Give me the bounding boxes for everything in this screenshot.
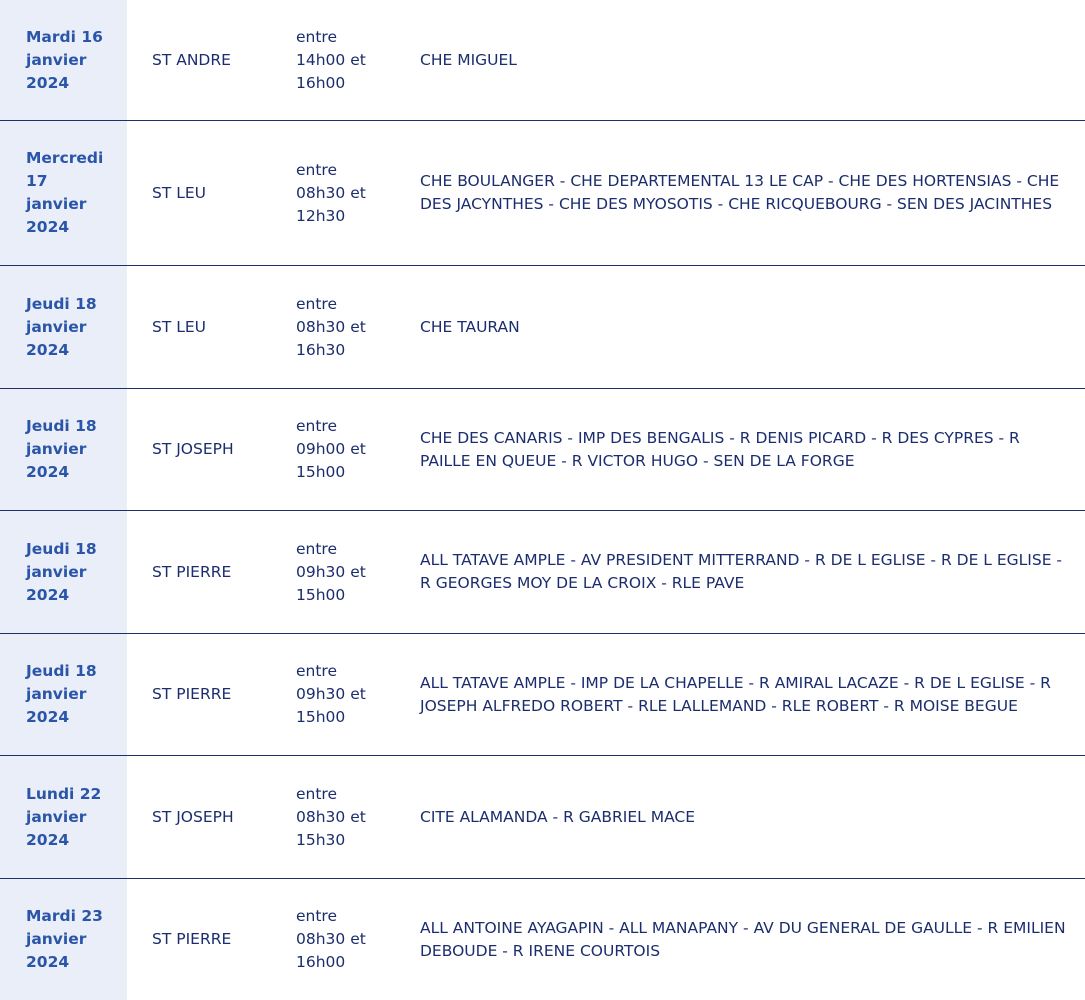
date-line: janvier xyxy=(26,440,87,458)
date-line: 2024 xyxy=(26,340,70,359)
time-cell xyxy=(271,879,420,1000)
table-row xyxy=(0,511,1085,633)
city-name: ST PIERRE xyxy=(152,930,232,948)
streets-list: CHE MIGUEL xyxy=(420,50,517,69)
streets-cell xyxy=(420,389,1085,510)
time-line: entre xyxy=(296,539,338,558)
time-line: 08h30 et xyxy=(296,183,366,202)
row-divider xyxy=(0,878,1085,879)
time-line: 09h00 et xyxy=(296,440,366,458)
streets-list: CHE DES CANARIS - IMP DES BENGALIS - R DENIS PICARD - R DES CYPRES - R PAILLE EN QUEUE - R VICTOR HUGO - SEN DE LA FORGE xyxy=(420,428,1020,470)
table-row xyxy=(0,389,1085,510)
date-line: janvier xyxy=(26,562,87,581)
time-line: 12h30 xyxy=(296,206,346,225)
time-line: 09h30 et xyxy=(296,562,366,581)
table-row xyxy=(0,756,1085,878)
city-cell xyxy=(127,756,271,878)
table-row xyxy=(0,266,1085,388)
row-divider xyxy=(0,388,1085,389)
streets-list: ALL TATAVE AMPLE - IMP DE LA CHAPELLE - R AMIRAL LACAZE - R DE L EGLISE - R JOSEPH ALFREDO ROBERT - RLE LALLEMAND - RLE ROBERT - R MOISE BEGUE xyxy=(420,673,1051,715)
date-line: 2024 xyxy=(26,218,70,236)
streets-cell xyxy=(420,266,1085,388)
row-divider xyxy=(0,510,1085,511)
streets-cell xyxy=(420,756,1085,878)
date-line: Lundi 22 xyxy=(26,784,102,803)
date-cell xyxy=(0,121,127,265)
date-cell xyxy=(0,634,127,755)
time-cell xyxy=(271,389,420,510)
date-line: janvier xyxy=(26,807,87,826)
date-line: Jeudi 18 xyxy=(26,294,97,313)
time-line: entre xyxy=(296,907,338,925)
time-line: 15h30 xyxy=(296,830,346,849)
time-line: 16h00 xyxy=(296,953,346,971)
time-line: 08h30 et xyxy=(296,317,366,336)
table-row xyxy=(0,634,1085,755)
date-line: Jeudi 18 xyxy=(26,417,97,435)
time-line: 08h30 et xyxy=(296,807,366,826)
streets-list: CHE TAURAN xyxy=(420,317,520,336)
time-cell xyxy=(271,511,420,633)
time-cell xyxy=(271,266,420,388)
city-name: ST JOSEPH xyxy=(152,440,234,458)
city-name: ST PIERRE xyxy=(152,562,232,581)
date-cell xyxy=(0,511,127,633)
date-cell xyxy=(0,0,127,120)
streets-list: ALL TATAVE AMPLE - AV PRESIDENT MITTERRAND - R DE L EGLISE - R DE L EGLISE - R GEORGES MOY DE LA CROIX - RLE PAVE xyxy=(420,551,1063,592)
date-line: Jeudi 18 xyxy=(26,662,97,680)
date-line: janvier xyxy=(26,930,87,948)
time-line: entre xyxy=(296,417,338,435)
city-name: ST JOSEPH xyxy=(152,807,234,826)
date-line: Jeudi 18 xyxy=(26,539,97,558)
streets-cell xyxy=(420,0,1085,120)
time-cell xyxy=(271,0,420,120)
city-cell xyxy=(127,0,271,120)
time-line: entre xyxy=(296,294,338,313)
streets-list: CHE BOULANGER - CHE DEPARTEMENTAL 13 LE CAP - CHE DES HORTENSIAS - CHE DES JACYNTHES - CHE DES MYOSOTIS - CHE RICQUEBOURG - SEN DES JACINTHES xyxy=(420,172,1060,213)
table-row xyxy=(0,121,1085,265)
date-line: Mardi 23 xyxy=(26,907,103,925)
time-line: entre xyxy=(296,27,338,46)
date-cell xyxy=(0,756,127,878)
time-line: 14h00 et xyxy=(296,50,366,69)
date-line: 2024 xyxy=(26,953,70,971)
time-line: 15h00 xyxy=(296,585,346,604)
time-line: 15h00 xyxy=(296,708,346,726)
city-cell xyxy=(127,634,271,755)
streets-cell xyxy=(420,511,1085,633)
city-cell xyxy=(127,121,271,265)
time-cell xyxy=(271,121,420,265)
time-cell xyxy=(271,634,420,755)
date-line: janvier xyxy=(26,317,87,336)
streets-list: ALL ANTOINE AYAGAPIN - ALL MANAPANY - AV DU GENERAL DE GAULLE - R EMILIEN DEBOUDE - R IRENE COURTOIS xyxy=(420,918,1066,960)
time-cell xyxy=(271,756,420,878)
time-line: entre xyxy=(296,160,338,179)
date-line: 2024 xyxy=(26,830,70,849)
date-line: Mercredi xyxy=(26,149,104,167)
streets-list: CITE ALAMANDA - R GABRIEL MACE xyxy=(420,807,696,826)
streets-cell xyxy=(420,121,1085,265)
city-cell xyxy=(127,879,271,1000)
date-line: 2024 xyxy=(26,708,70,726)
time-line: 08h30 et xyxy=(296,930,366,948)
time-line: entre xyxy=(296,662,338,680)
row-divider xyxy=(0,265,1085,266)
date-line: 2024 xyxy=(26,463,70,481)
table-row xyxy=(0,879,1085,1000)
city-name: ST ANDRE xyxy=(152,50,231,69)
time-line: 15h00 xyxy=(296,463,346,481)
city-cell xyxy=(127,511,271,633)
date-cell xyxy=(0,879,127,1000)
city-name: ST LEU xyxy=(152,317,207,336)
streets-cell xyxy=(420,879,1085,1000)
date-cell xyxy=(0,389,127,510)
time-line: 16h30 xyxy=(296,340,346,359)
date-line: 2024 xyxy=(26,73,70,92)
row-divider xyxy=(0,755,1085,756)
row-divider xyxy=(0,120,1085,121)
city-cell xyxy=(127,266,271,388)
city-name: ST LEU xyxy=(152,183,207,202)
date-line: 17 xyxy=(26,172,48,190)
time-line: 16h00 xyxy=(296,73,346,92)
date-line: janvier xyxy=(26,685,87,703)
city-name: ST PIERRE xyxy=(152,685,232,703)
date-line: Mardi 16 xyxy=(26,27,103,46)
time-line: entre xyxy=(296,784,338,803)
table-row xyxy=(0,0,1085,120)
date-line: 2024 xyxy=(26,585,70,604)
time-line: 09h30 et xyxy=(296,685,366,703)
row-divider xyxy=(0,633,1085,634)
city-cell xyxy=(127,389,271,510)
streets-cell xyxy=(420,634,1085,755)
date-cell xyxy=(0,266,127,388)
date-line: janvier xyxy=(26,50,87,69)
date-line: janvier xyxy=(26,195,87,213)
